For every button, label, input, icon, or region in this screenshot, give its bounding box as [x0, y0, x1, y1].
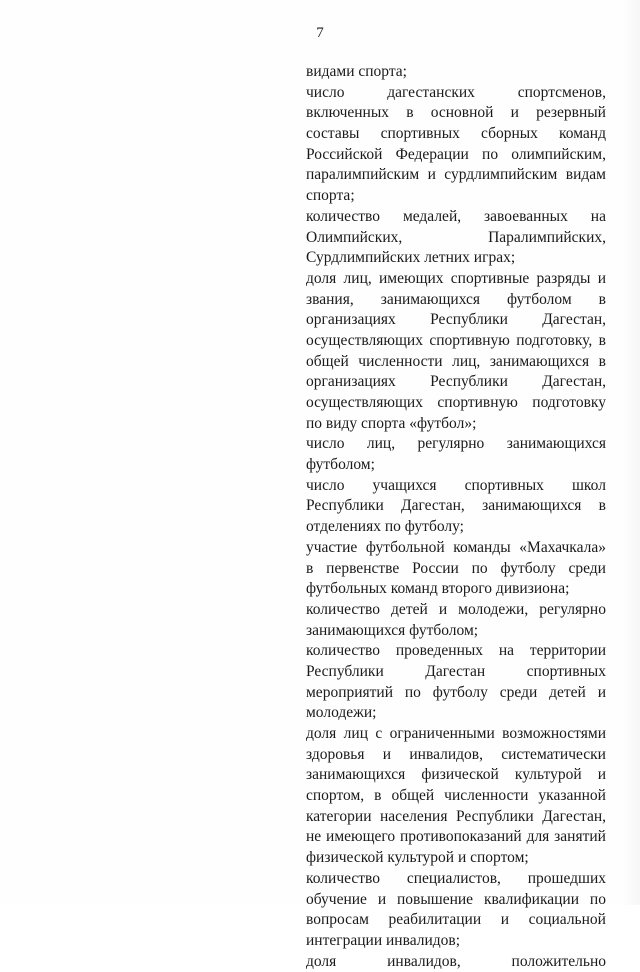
text-word: категории — [306, 807, 372, 825]
text-line — [306, 476, 606, 497]
text-word: осуществляющих — [306, 394, 423, 411]
text-word: осуществляющих — [306, 331, 423, 349]
text-word: культурой — [514, 766, 582, 784]
text-line — [306, 745, 606, 766]
text-word: число — [306, 435, 345, 453]
text-word: здоровья — [306, 745, 365, 763]
text-word: организациях — [306, 373, 396, 391]
text-word: спортом, — [306, 787, 365, 805]
text-word: доля — [306, 952, 337, 970]
text-word: сборных — [481, 125, 538, 143]
text-word: основной — [430, 104, 494, 122]
text-word: организациях — [306, 311, 396, 329]
text-word: России — [412, 559, 459, 577]
text-word: футбольной — [365, 538, 445, 556]
text-word: Республики — [430, 311, 508, 329]
text-word: команд — [559, 125, 606, 143]
text-word: число — [306, 83, 345, 101]
text-word: детей — [549, 683, 586, 701]
text-word: звания, — [306, 290, 354, 308]
text-word: и — [377, 890, 387, 908]
text-word: видам — [565, 166, 606, 184]
text-word: количество — [306, 600, 380, 618]
text-word: Дагестан — [425, 662, 486, 680]
text-word: квалификации — [483, 890, 580, 908]
text-line — [306, 641, 606, 662]
text-word: молодежи, — [458, 600, 529, 618]
text-word: занимающихся — [489, 352, 590, 370]
text-word: занимающихся — [306, 766, 406, 784]
text-word: повышение — [397, 890, 474, 908]
text-line — [306, 559, 606, 580]
text-word: Дагестан, — [401, 497, 465, 515]
text-line — [306, 331, 606, 352]
text-word: медалей, — [402, 207, 462, 225]
text-word: резервный — [536, 104, 606, 122]
text-line — [306, 827, 606, 848]
text-word: количество — [306, 207, 380, 225]
text-word: прошедших — [527, 869, 606, 887]
text-line — [306, 952, 606, 972]
text-word: в — [598, 497, 606, 515]
text-word: регулярно — [417, 435, 485, 453]
text-word: количество — [306, 642, 380, 660]
text-word: Российской — [306, 145, 383, 163]
text-word: Республики — [455, 807, 534, 825]
text-word: в — [598, 290, 606, 308]
text-line — [306, 207, 606, 228]
text-word: Дагестан, — [542, 311, 606, 329]
text-word: и — [510, 104, 519, 122]
text-word: участие — [306, 538, 358, 556]
text-line: футболом; — [306, 456, 375, 474]
text-column — [306, 62, 606, 972]
text-line: интеграции инвалидов; — [306, 931, 461, 949]
text-word: среди — [499, 683, 538, 701]
text-word: на — [590, 207, 606, 225]
text-word: спортивных — [464, 476, 544, 494]
text-word: завоеванных — [484, 207, 568, 225]
text-word: регулярно — [539, 600, 606, 618]
text-word: и — [597, 269, 606, 287]
text-word: и — [382, 745, 392, 763]
text-word: и — [427, 166, 436, 184]
text-word: первенстве — [326, 559, 400, 577]
text-line — [306, 765, 606, 786]
text-word: занимающихся — [482, 497, 582, 515]
text-word: сурдлимпийским — [444, 166, 558, 184]
text-word: паралимпийским — [306, 166, 420, 184]
text-word: не — [306, 828, 322, 846]
text-line — [306, 890, 606, 911]
text-line: занимающихся футболом; — [306, 621, 479, 639]
text-word: мероприятий — [306, 683, 394, 701]
text-line — [306, 145, 606, 166]
text-word: для — [526, 828, 550, 846]
text-word: футболу — [500, 559, 556, 577]
text-word: олимпийским, — [511, 145, 606, 163]
text-word: вопросам — [306, 911, 369, 929]
text-word: специалистов, — [406, 869, 501, 887]
text-word: Республики — [430, 373, 508, 391]
text-word: Олимпийских, — [306, 228, 403, 246]
text-word: численности — [358, 352, 443, 370]
text-word: лиц, — [452, 352, 481, 370]
text-word: спортивные — [450, 269, 530, 287]
text-word: лиц — [343, 725, 368, 742]
text-line — [306, 496, 606, 517]
text-line — [306, 352, 606, 373]
text-word: имеющих — [379, 269, 444, 287]
text-word: учащихся — [372, 476, 437, 494]
text-line: по виду спорта «футбол»; — [306, 414, 477, 432]
text-word: занятий — [554, 828, 606, 846]
text-word: территории — [529, 642, 606, 660]
text-word: подготовку — [532, 394, 606, 411]
text-word: инвалидов, — [387, 952, 461, 970]
text-line — [306, 538, 606, 559]
text-word: обучение — [306, 890, 367, 908]
text-line — [306, 290, 606, 311]
text-word: Дагестан, — [542, 373, 606, 391]
text-word: «Махачкала» — [519, 538, 606, 556]
text-word: количество — [306, 869, 380, 887]
text-word: доля — [306, 725, 337, 742]
text-word: и — [597, 683, 606, 701]
text-word: физической — [421, 766, 499, 784]
text-word: число — [306, 476, 345, 494]
text-word: лиц, — [366, 435, 396, 453]
text-word: Республики — [306, 497, 384, 515]
text-line — [306, 662, 606, 683]
text-word: указанной — [538, 787, 606, 805]
text-word: по — [482, 145, 499, 163]
text-word: Паралимпийских, — [488, 228, 606, 246]
text-line: физической культурой и спортом; — [306, 849, 529, 867]
text-line — [306, 103, 606, 124]
text-line — [306, 228, 606, 249]
text-word: имеющего — [326, 828, 396, 846]
text-word: возможностями — [502, 725, 606, 742]
text-word: школ — [572, 476, 606, 494]
text-line — [306, 310, 606, 331]
text-word: футболом — [507, 290, 572, 308]
text-word: населения — [380, 807, 448, 825]
text-line — [306, 724, 606, 745]
text-line — [306, 600, 606, 621]
text-word: команды — [453, 538, 511, 556]
text-line — [306, 372, 606, 393]
text-word: инвалидов, — [409, 745, 483, 763]
text-word: общей — [306, 352, 349, 370]
text-word: Федерации — [395, 145, 469, 163]
text-word: и — [438, 600, 448, 618]
text-line — [306, 165, 606, 186]
text-word: дагестанских — [387, 83, 475, 101]
text-word: спортивную — [429, 331, 510, 349]
text-word: занимающихся — [380, 290, 481, 308]
text-word: в — [406, 104, 414, 122]
text-word: разряды — [536, 269, 591, 287]
text-line — [306, 869, 606, 890]
text-word: спортивных — [380, 125, 460, 143]
text-word: среди — [568, 559, 606, 577]
text-word: по — [404, 683, 421, 701]
text-word: спортивную — [437, 394, 518, 411]
text-word: противопоказаний — [399, 828, 522, 846]
text-word: общей — [391, 787, 435, 805]
text-word: социальной — [528, 911, 606, 929]
text-word: и — [597, 766, 606, 784]
text-line: отделениях по футболу; — [306, 518, 464, 536]
text-word: в — [306, 559, 314, 577]
text-word: занимающихся — [506, 435, 606, 453]
text-word: Республики — [306, 662, 384, 680]
text-word: спортсменов, — [517, 83, 606, 101]
text-word: в — [374, 787, 382, 805]
text-line — [306, 83, 606, 104]
page-number: 7 — [316, 25, 324, 41]
text-word: проведенных — [395, 642, 484, 660]
text-line: спорта; — [306, 187, 355, 205]
text-line: футбольных команд второго дивизиона; — [306, 580, 570, 598]
text-line — [306, 393, 606, 414]
text-word: детей — [391, 600, 428, 618]
text-word: с — [375, 725, 383, 742]
text-word: подготовку, — [516, 331, 593, 349]
text-word: включенных — [306, 104, 390, 122]
text-word: в — [598, 352, 606, 370]
text-word: спортивных — [526, 662, 606, 680]
text-line — [306, 786, 606, 807]
text-word: ограниченными — [389, 725, 495, 742]
text-word: численности — [444, 787, 529, 805]
text-word: на — [498, 642, 515, 660]
text-word: составы — [306, 125, 360, 143]
text-line — [306, 683, 606, 704]
text-line — [306, 124, 606, 145]
text-line: молодежи; — [306, 704, 377, 722]
text-word: в — [598, 331, 606, 349]
text-line — [306, 910, 606, 931]
text-line: Сурдлимпийских летних играх; — [306, 249, 516, 267]
text-word: лиц, — [343, 269, 372, 287]
text-word: доля — [306, 269, 337, 287]
scan-edge-shadow — [622, 0, 640, 905]
text-word: по — [589, 890, 606, 908]
text-line — [306, 434, 606, 455]
text-line: видами спорта; — [306, 63, 407, 80]
text-line — [306, 269, 606, 290]
text-word: систематически — [501, 745, 606, 763]
text-word: футболу — [432, 683, 488, 701]
text-word: реабилитации — [388, 911, 482, 929]
text-word: по — [471, 559, 488, 577]
text-line — [306, 807, 606, 828]
text-word: положительно — [511, 952, 606, 970]
text-word: и — [500, 911, 509, 929]
text-word: Дагестан, — [542, 807, 606, 825]
